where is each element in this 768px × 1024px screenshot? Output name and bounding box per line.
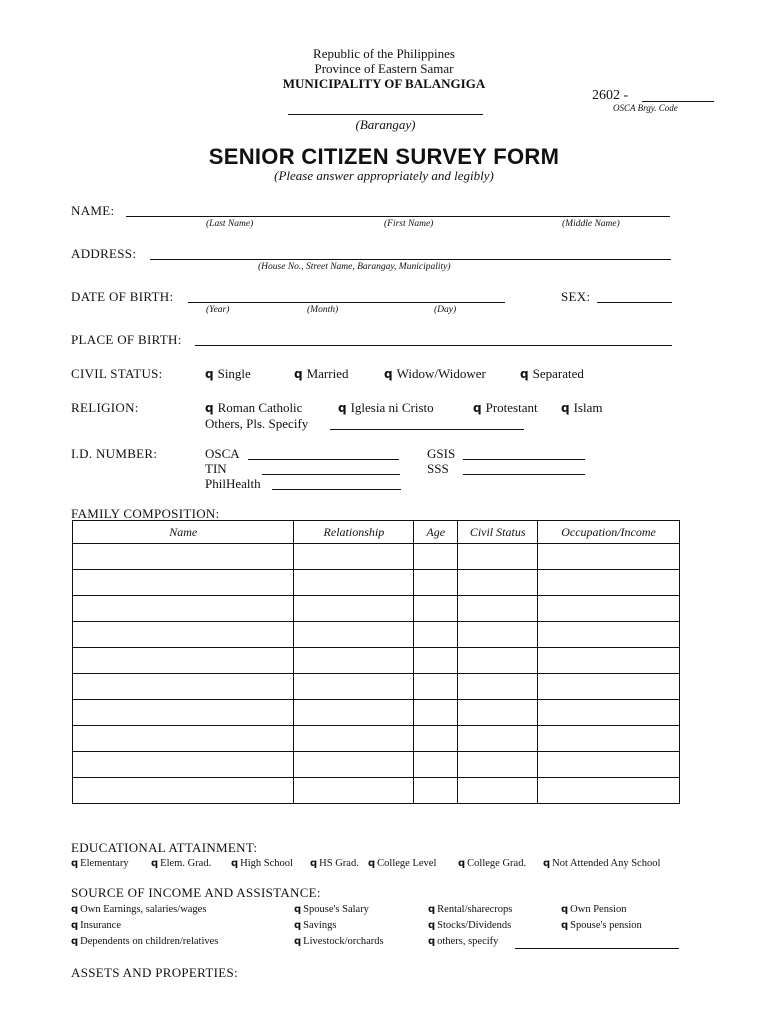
checkbox-icon: q <box>205 401 214 415</box>
header-republic: Republic of the Philippines <box>313 46 455 61</box>
civil-status-label: CIVIL STATUS: <box>71 366 163 381</box>
table-cell[interactable] <box>294 596 414 622</box>
table-cell[interactable] <box>73 544 294 570</box>
checkbox-icon: q <box>71 858 79 869</box>
table-cell[interactable] <box>73 700 294 726</box>
civil-separated-option[interactable]: q Separated <box>520 366 584 381</box>
income-insurance-option[interactable]: q Insurance <box>71 920 121 931</box>
table-row[interactable] <box>73 622 680 648</box>
philhealth-label: PhilHealth <box>205 476 261 491</box>
checkbox-icon: q <box>473 401 482 415</box>
income-label: SOURCE OF INCOME AND ASSISTANCE: <box>71 885 321 900</box>
income-livestock-option[interactable]: q Livestock/orchards <box>294 936 384 947</box>
education-label: EDUCATIONAL ATTAINMENT: <box>71 840 258 855</box>
address-input-line[interactable] <box>150 259 671 260</box>
dob-day-caption: (Day) <box>434 305 457 315</box>
table-cell[interactable] <box>294 570 414 596</box>
dob-label: DATE OF BIRTH: <box>71 289 174 304</box>
table-cell[interactable] <box>73 726 294 752</box>
income-stocks-option[interactable]: q Stocks/Dividends <box>428 920 512 931</box>
table-cell[interactable] <box>458 596 538 622</box>
checkbox-icon: q <box>151 858 159 869</box>
checkbox-icon: q <box>520 367 529 381</box>
table-cell[interactable] <box>294 700 414 726</box>
checkbox-icon: q <box>294 904 302 915</box>
address-label: ADDRESS: <box>71 246 137 261</box>
osca-code-prefix: 2602 - <box>592 88 629 103</box>
religion-catholic-option[interactable]: q Roman Catholic <box>205 400 303 415</box>
table-row[interactable] <box>73 726 680 752</box>
table-cell[interactable] <box>538 726 680 752</box>
table-cell[interactable] <box>294 778 414 804</box>
col-relationship-header: Relationship <box>294 521 414 544</box>
income-spouse-salary-option[interactable]: q Spouse's Salary <box>294 904 369 915</box>
header-province: Province of Eastern Samar <box>314 61 454 76</box>
table-row[interactable] <box>73 700 680 726</box>
col-occupation-header: Occupation/Income <box>538 521 680 544</box>
tin-label: TIN <box>205 461 227 476</box>
edu-high-school-option[interactable]: q High School <box>231 858 293 869</box>
pob-input-line[interactable] <box>195 345 672 346</box>
form-title: SENIOR CITIZEN SURVEY FORM <box>208 144 560 169</box>
checkbox-icon: q <box>294 367 303 381</box>
edu-hs-grad-option[interactable]: q HS Grad. <box>310 858 359 869</box>
table-cell[interactable] <box>458 752 538 778</box>
income-others-line[interactable] <box>515 948 679 949</box>
barangay-line <box>288 114 483 115</box>
religion-inc-option[interactable]: q Iglesia ni Cristo <box>338 400 434 415</box>
osca-label: OSCA <box>205 446 240 461</box>
edu-elem-grad-option[interactable]: q Elem. Grad. <box>151 858 212 869</box>
table-cell[interactable] <box>458 700 538 726</box>
table-cell[interactable] <box>73 648 294 674</box>
religion-others-label: Others, Pls. Specify <box>205 416 309 431</box>
income-rental-option[interactable]: q Rental/sharecrops <box>428 904 513 915</box>
table-cell[interactable] <box>414 778 458 804</box>
religion-islam-option[interactable]: q Islam <box>561 400 603 415</box>
edu-not-attended-option[interactable]: q Not Attended Any School <box>543 858 661 869</box>
table-cell[interactable] <box>458 778 538 804</box>
name-label: NAME: <box>71 203 115 218</box>
table-row[interactable] <box>73 544 680 570</box>
civil-widow-option[interactable]: q Widow/Widower <box>384 366 486 381</box>
religion-label: RELIGION: <box>71 400 139 415</box>
table-cell[interactable] <box>73 674 294 700</box>
checkbox-icon: q <box>458 858 466 869</box>
tin-input-line[interactable] <box>262 474 400 475</box>
gsis-label: GSIS <box>427 446 456 461</box>
table-row[interactable] <box>73 648 680 674</box>
table-cell[interactable] <box>414 544 458 570</box>
checkbox-icon: q <box>561 401 570 415</box>
table-cell[interactable] <box>414 700 458 726</box>
table-cell[interactable] <box>538 778 680 804</box>
table-cell[interactable] <box>538 648 680 674</box>
id-number-label: I.D. NUMBER: <box>71 446 158 461</box>
table-cell[interactable] <box>414 752 458 778</box>
table-cell[interactable] <box>73 570 294 596</box>
civil-single-option[interactable]: q Single <box>205 366 251 381</box>
income-own-pension-option[interactable]: q Own Pension <box>561 904 627 915</box>
table-cell[interactable] <box>458 648 538 674</box>
table-cell[interactable] <box>414 726 458 752</box>
table-cell[interactable] <box>414 570 458 596</box>
checkbox-icon: q <box>294 920 302 931</box>
income-dependents-option[interactable]: q Dependents on children/relatives <box>71 936 219 947</box>
address-caption: (House No., Street Name, Barangay, Municipality) <box>258 262 451 272</box>
checkbox-icon: q <box>428 920 436 931</box>
checkbox-icon: q <box>71 936 79 947</box>
sex-input-line[interactable] <box>597 302 672 303</box>
table-cell[interactable] <box>458 726 538 752</box>
sss-input-line[interactable] <box>463 474 585 475</box>
checkbox-icon: q <box>231 858 239 869</box>
table-cell[interactable] <box>73 622 294 648</box>
checkbox-icon: q <box>368 858 376 869</box>
checkbox-icon: q <box>338 401 347 415</box>
barangay-label: (Barangay) <box>355 117 416 132</box>
dob-year-caption: (Year) <box>206 305 230 315</box>
sex-label: SEX: <box>561 289 591 304</box>
table-cell[interactable] <box>538 622 680 648</box>
checkbox-icon: q <box>384 367 393 381</box>
osca-code-line <box>642 101 714 102</box>
table-cell[interactable] <box>73 596 294 622</box>
religion-others-line[interactable] <box>330 429 524 430</box>
table-cell[interactable] <box>458 674 538 700</box>
pob-label: PLACE OF BIRTH: <box>71 332 182 347</box>
osca-code-label: OSCA Brgy. Code <box>613 103 678 113</box>
table-cell[interactable] <box>414 622 458 648</box>
checkbox-icon: q <box>71 904 79 915</box>
table-cell[interactable] <box>458 544 538 570</box>
family-composition-table <box>72 520 680 804</box>
sss-label: SSS <box>427 461 449 476</box>
name-input-line[interactable] <box>126 216 670 217</box>
checkbox-icon: q <box>310 858 318 869</box>
assets-label: ASSETS AND PROPERTIES: <box>71 965 238 980</box>
table-cell[interactable] <box>294 544 414 570</box>
checkbox-icon: q <box>561 904 569 915</box>
checkbox-icon: q <box>561 920 569 931</box>
checkbox-icon: q <box>428 904 436 915</box>
income-savings-option[interactable]: q Savings <box>294 920 337 931</box>
checkbox-icon: q <box>205 367 214 381</box>
table-cell[interactable] <box>294 726 414 752</box>
table-cell[interactable] <box>458 622 538 648</box>
table-header-row <box>73 521 680 544</box>
table-cell[interactable] <box>538 700 680 726</box>
dob-month-caption: (Month) <box>307 305 339 315</box>
table-row[interactable] <box>73 752 680 778</box>
last-name-caption: (Last Name) <box>206 219 254 229</box>
table-cell[interactable] <box>538 596 680 622</box>
edu-elementary-option[interactable]: q Elementary <box>71 858 129 869</box>
form-subtitle: (Please answer appropriately and legibly) <box>274 168 494 183</box>
checkbox-icon: q <box>294 936 302 947</box>
col-age-header: Age <box>414 521 458 544</box>
checkbox-icon: q <box>428 936 436 947</box>
table-row[interactable] <box>73 778 680 804</box>
table-row[interactable] <box>73 570 680 596</box>
table-cell[interactable] <box>73 778 294 804</box>
religion-protestant-option[interactable]: q Protestant <box>473 400 538 415</box>
table-cell[interactable] <box>538 544 680 570</box>
middle-name-caption: (Middle Name) <box>562 219 620 229</box>
table-cell[interactable] <box>538 674 680 700</box>
edu-college-grad-option[interactable]: q College Grad. <box>458 858 527 869</box>
income-others-option[interactable]: q others, specify <box>428 936 499 947</box>
table-cell[interactable] <box>458 570 538 596</box>
col-name-header: Name <box>73 521 294 544</box>
col-civil-status-header: Civil Status <box>458 521 538 544</box>
table-row[interactable] <box>73 596 680 622</box>
table-cell[interactable] <box>414 674 458 700</box>
income-own-earnings-option[interactable]: q Own Earnings, salaries/wages <box>71 904 207 915</box>
table-cell[interactable] <box>538 570 680 596</box>
table-cell[interactable] <box>294 648 414 674</box>
dob-input-line[interactable] <box>188 302 505 303</box>
table-cell[interactable] <box>414 648 458 674</box>
table-cell[interactable] <box>73 752 294 778</box>
checkbox-icon: q <box>71 920 79 931</box>
table-cell[interactable] <box>294 622 414 648</box>
gsis-input-line[interactable] <box>463 459 585 460</box>
philhealth-input-line[interactable] <box>272 489 401 490</box>
family-composition-label: FAMILY COMPOSITION: <box>71 506 220 521</box>
first-name-caption: (First Name) <box>384 219 434 229</box>
table-cell[interactable] <box>294 752 414 778</box>
table-cell[interactable] <box>538 752 680 778</box>
income-spouse-pension-option[interactable]: q Spouse's pension <box>561 920 642 931</box>
edu-college-level-option[interactable]: q College Level <box>368 858 437 869</box>
osca-input-line[interactable] <box>248 459 399 460</box>
table-cell[interactable] <box>294 674 414 700</box>
checkbox-icon: q <box>543 858 551 869</box>
header-municipality: MUNICIPALITY OF BALANGIGA <box>282 76 486 91</box>
civil-married-option[interactable]: q Married <box>294 366 349 381</box>
table-row[interactable] <box>73 674 680 700</box>
table-cell[interactable] <box>414 596 458 622</box>
